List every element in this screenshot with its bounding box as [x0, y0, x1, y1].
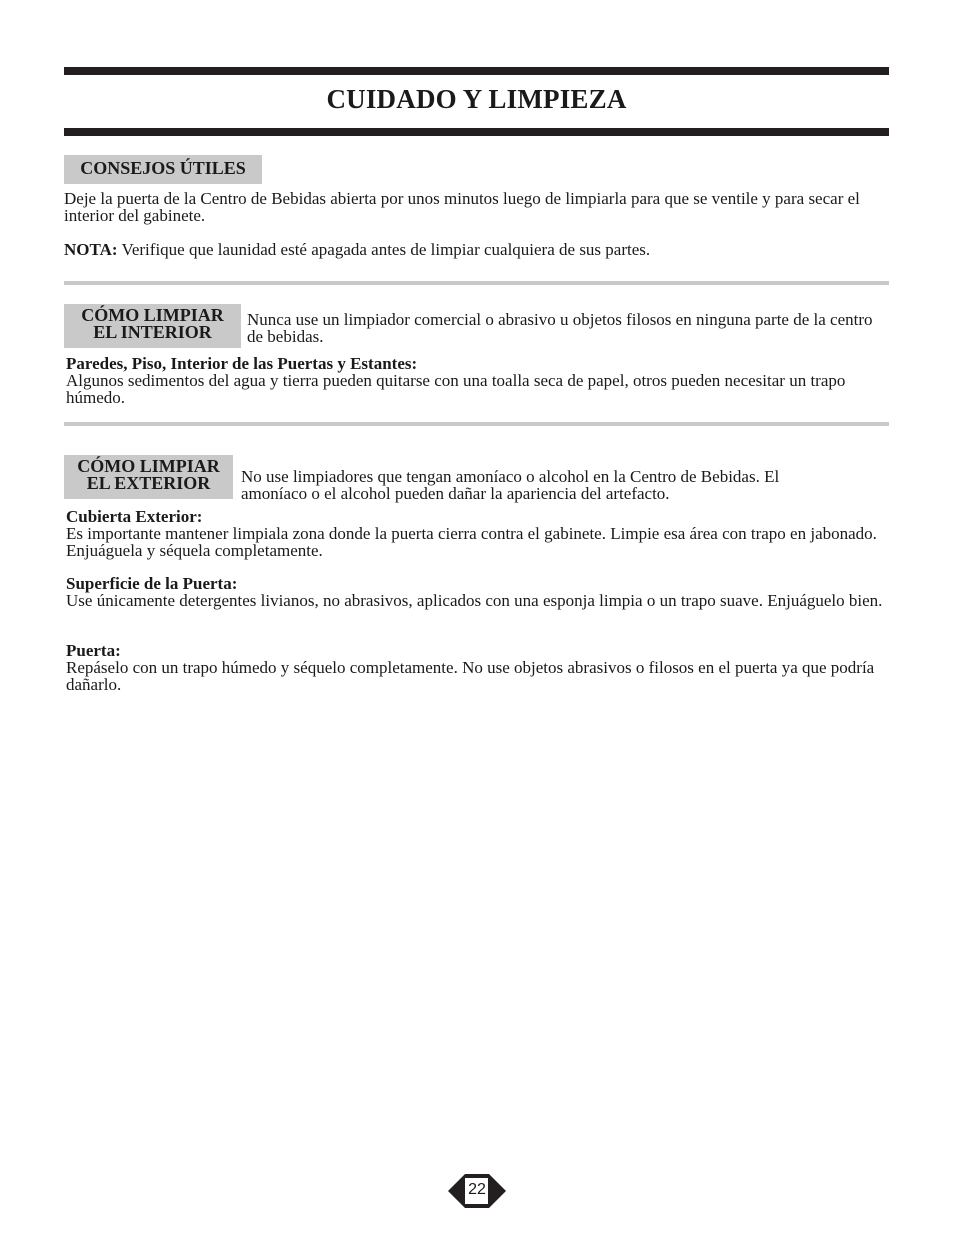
section-divider — [64, 281, 889, 285]
tag-line-2: EL EXTERIOR — [86, 473, 211, 493]
exterior-intro: No use limpiadores que tengan amoníaco o alcohol en la Centro de Bebidas. El amoníaco o el alcohol pueden dañar la apariencia del artefacto. — [241, 467, 780, 503]
section-divider — [64, 422, 889, 426]
tag-line-1: CÓMO LIMPIAR — [81, 305, 224, 325]
section-tag-interior — [64, 304, 241, 348]
exterior-subsection — [66, 642, 886, 693]
tag-line-1: CÓMO LIMPIAR — [77, 456, 220, 476]
exterior-subsection — [66, 575, 886, 609]
subsection-heading: Cubierta Exterior: — [66, 507, 203, 526]
page-number: 22 — [468, 1181, 486, 1198]
title-bottom-rule — [64, 128, 889, 136]
interior-subsection — [66, 355, 886, 406]
consejos-paragraph: Deje la puerta de la Centro de Bebidas abierta por unos minutos luego de limpiarla para que se ventile y para secar el interior del gabinete. — [64, 189, 860, 225]
interior-intro: Nunca use un limpiador comercial o abrasivo u objetos filosos en ninguna parte de la centro de bebidas. — [247, 310, 873, 346]
top-rule — [64, 67, 889, 75]
subsection-text: Algunos sedimentos del agua y tierra pueden quitarse con una toalla seca de papel, otros pueden necesitar un trapo húmedo. — [66, 371, 846, 407]
subsection-heading: Paredes, Piso, Interior de las Puertas y Estantes: — [66, 354, 418, 373]
subsection-text: Use únicamente detergentes livianos, no abrasivos, aplicados con una esponja limpia o un trapo suave. Enjuáguelo bien. — [66, 591, 883, 610]
exterior-subsection — [66, 508, 886, 559]
nota-paragraph — [64, 241, 884, 258]
subsection-heading: Puerta: — [66, 641, 121, 660]
page-title: CUIDADO Y LIMPIEZA — [326, 84, 627, 114]
subsection-text: Repáselo con un trapo húmedo y séquelo completamente. No use objetos abrasivos o filosos en el puerta ya que podría dañarlo. — [66, 658, 875, 694]
section-tag-exterior — [64, 455, 233, 499]
subsection-text: Es importante mantener limpiala zona donde la puerta cierra contra el gabinete. Limpie esa área con trapo en jabonado. Enjuáguela y séquela completamente. — [66, 524, 877, 560]
tag-line-2: EL INTERIOR — [93, 322, 212, 342]
section-tag-consejos — [64, 155, 262, 184]
section-tag-label: CONSEJOS ÚTILES — [80, 158, 246, 178]
nota-text: Verifique que launidad esté apagada antes de limpiar cualquiera de sus partes. — [117, 240, 651, 259]
subsection-heading: Superficie de la Puerta: — [66, 574, 238, 593]
nota-label: NOTA: — [64, 240, 118, 259]
